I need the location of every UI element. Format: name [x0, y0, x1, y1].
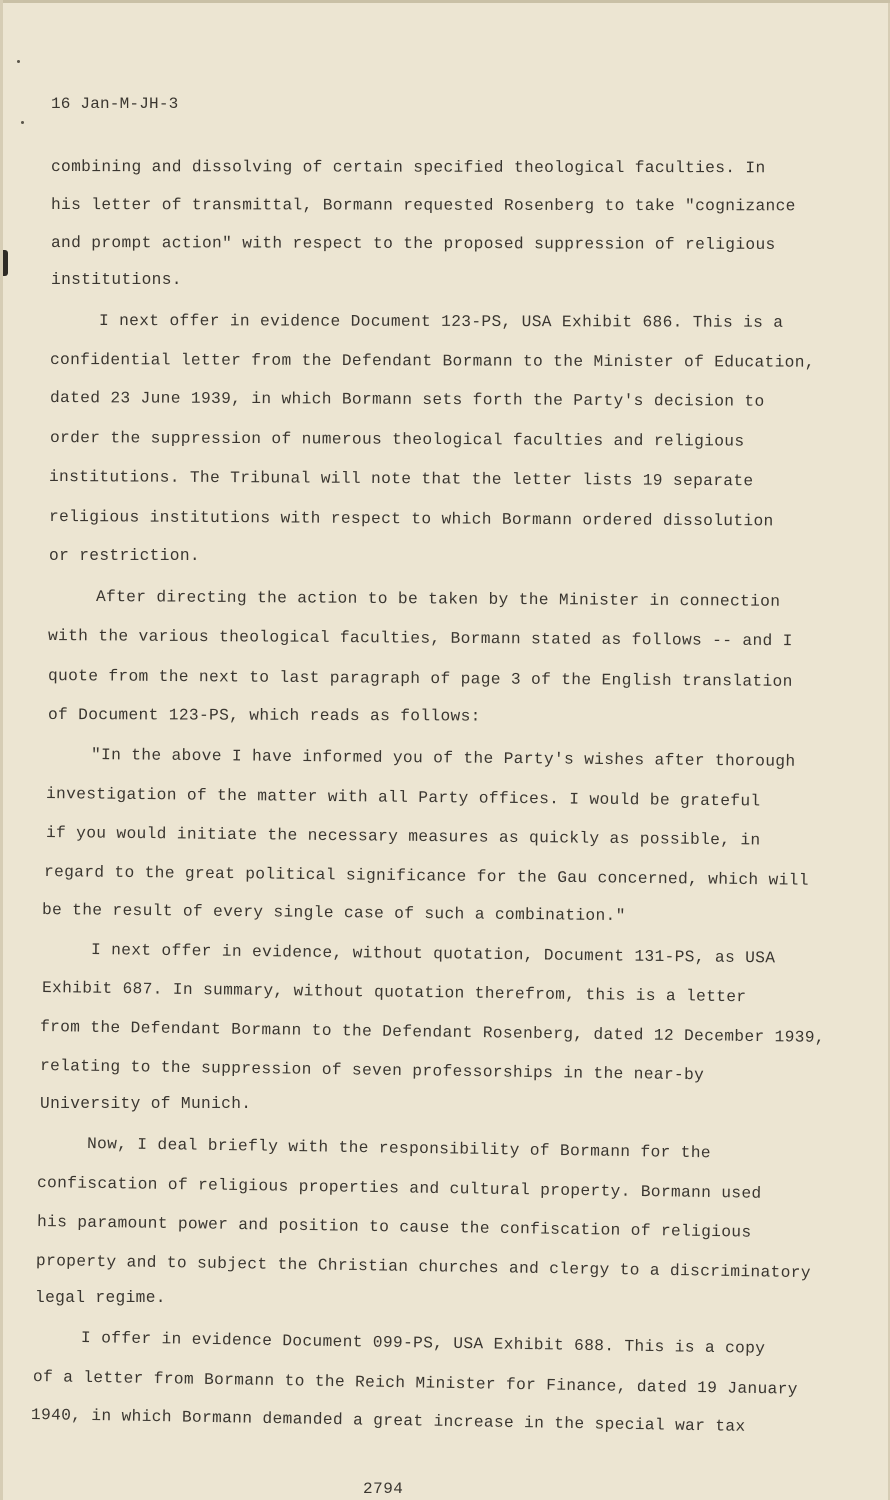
- page-number: 2794: [363, 1480, 404, 1498]
- text-line: or restriction.: [49, 547, 200, 565]
- text-line: institutions. The Tribunal will note that the letter lists 19 separate: [48, 468, 754, 491]
- margin-mark: [21, 121, 24, 124]
- quotation-line: be the result of every single case of such a combination.": [41, 901, 626, 926]
- text-line: his paramount power and position to cause the confiscation of religious: [36, 1213, 752, 1242]
- text-line: institutions.: [51, 271, 182, 289]
- quotation-line: "In the above I have informed you of the Party's wishes after thorough: [90, 746, 796, 771]
- text-line: I next offer in evidence, without quotation, Document 131-PS, as USA: [90, 941, 776, 968]
- text-line: University of Munich.: [40, 1095, 252, 1113]
- page-top-edge: [3, 0, 890, 3]
- text-line: Now, I deal briefly with the responsibility of Bormann for the: [86, 1135, 712, 1163]
- text-line: After directing the action to be taken by the Minister in connection: [95, 588, 781, 611]
- text-line: and prompt action" with respect to the proposed suppression of religious: [50, 234, 776, 254]
- text-line: property and to subject the Christian churches and clergy to a discriminatory: [35, 1252, 811, 1283]
- text-line: I next offer in evidence Document 123-PS, USA Exhibit 686. This is a: [98, 312, 784, 332]
- text-line: of Document 123-PS, which reads as follows:: [47, 706, 481, 726]
- margin-mark: [17, 60, 20, 63]
- text-line: from the Defendant Bormann to the Defendant Rosenberg, dated 12 December 1939,: [39, 1018, 826, 1047]
- text-line: with the various theological faculties, Bormann stated as follows -- and I: [47, 627, 793, 651]
- text-line: order the suppression of numerous theological faculties and religious: [49, 429, 745, 451]
- text-line: religious institutions with respect to which Bormann ordered dissolution: [48, 508, 774, 531]
- text-line: of a letter from Bormann to the Reich Minister for Finance, dated 19 January: [32, 1368, 798, 1399]
- text-line: I offer in evidence Document 099-PS, USA Exhibit 688. This is a copy: [80, 1329, 766, 1358]
- quotation-line: if you would initiate the necessary measures as quickly as possible, in: [45, 824, 761, 850]
- text-line: legal regime.: [35, 1289, 166, 1307]
- text-line: relating to the suppression of seven professorships in the near-by: [39, 1057, 705, 1085]
- quotation-line: investigation of the matter with all Party offices. I would be grateful: [45, 785, 761, 811]
- text-line: combining and dissolving of certain specified theological faculties. In: [50, 158, 766, 178]
- text-line: 1940, in which Bormann demanded a great increase in the special war tax: [30, 1406, 746, 1436]
- document-reference: 16 Jan-M-JH-3: [51, 95, 179, 113]
- text-line: quote from the next to last paragraph of page 3 of the English translation: [47, 667, 793, 691]
- text-line: dated 23 June 1939, in which Bormann sets forth the Party's decision to: [49, 389, 765, 411]
- text-line: confiscation of religious properties and cultural property. Bormann used: [36, 1174, 762, 1203]
- binding-mark: [3, 250, 8, 276]
- text-line: Exhibit 687. In summary, without quotation therefrom, this is a letter: [41, 979, 747, 1007]
- quotation-line: regard to the great political significance for the Gau concerned, which will: [43, 863, 809, 890]
- text-line: his letter of transmittal, Bormann requested Rosenberg to take "cognizance: [50, 196, 796, 216]
- text-line: confidential letter from the Defendant Bormann to the Minister of Education,: [49, 351, 815, 372]
